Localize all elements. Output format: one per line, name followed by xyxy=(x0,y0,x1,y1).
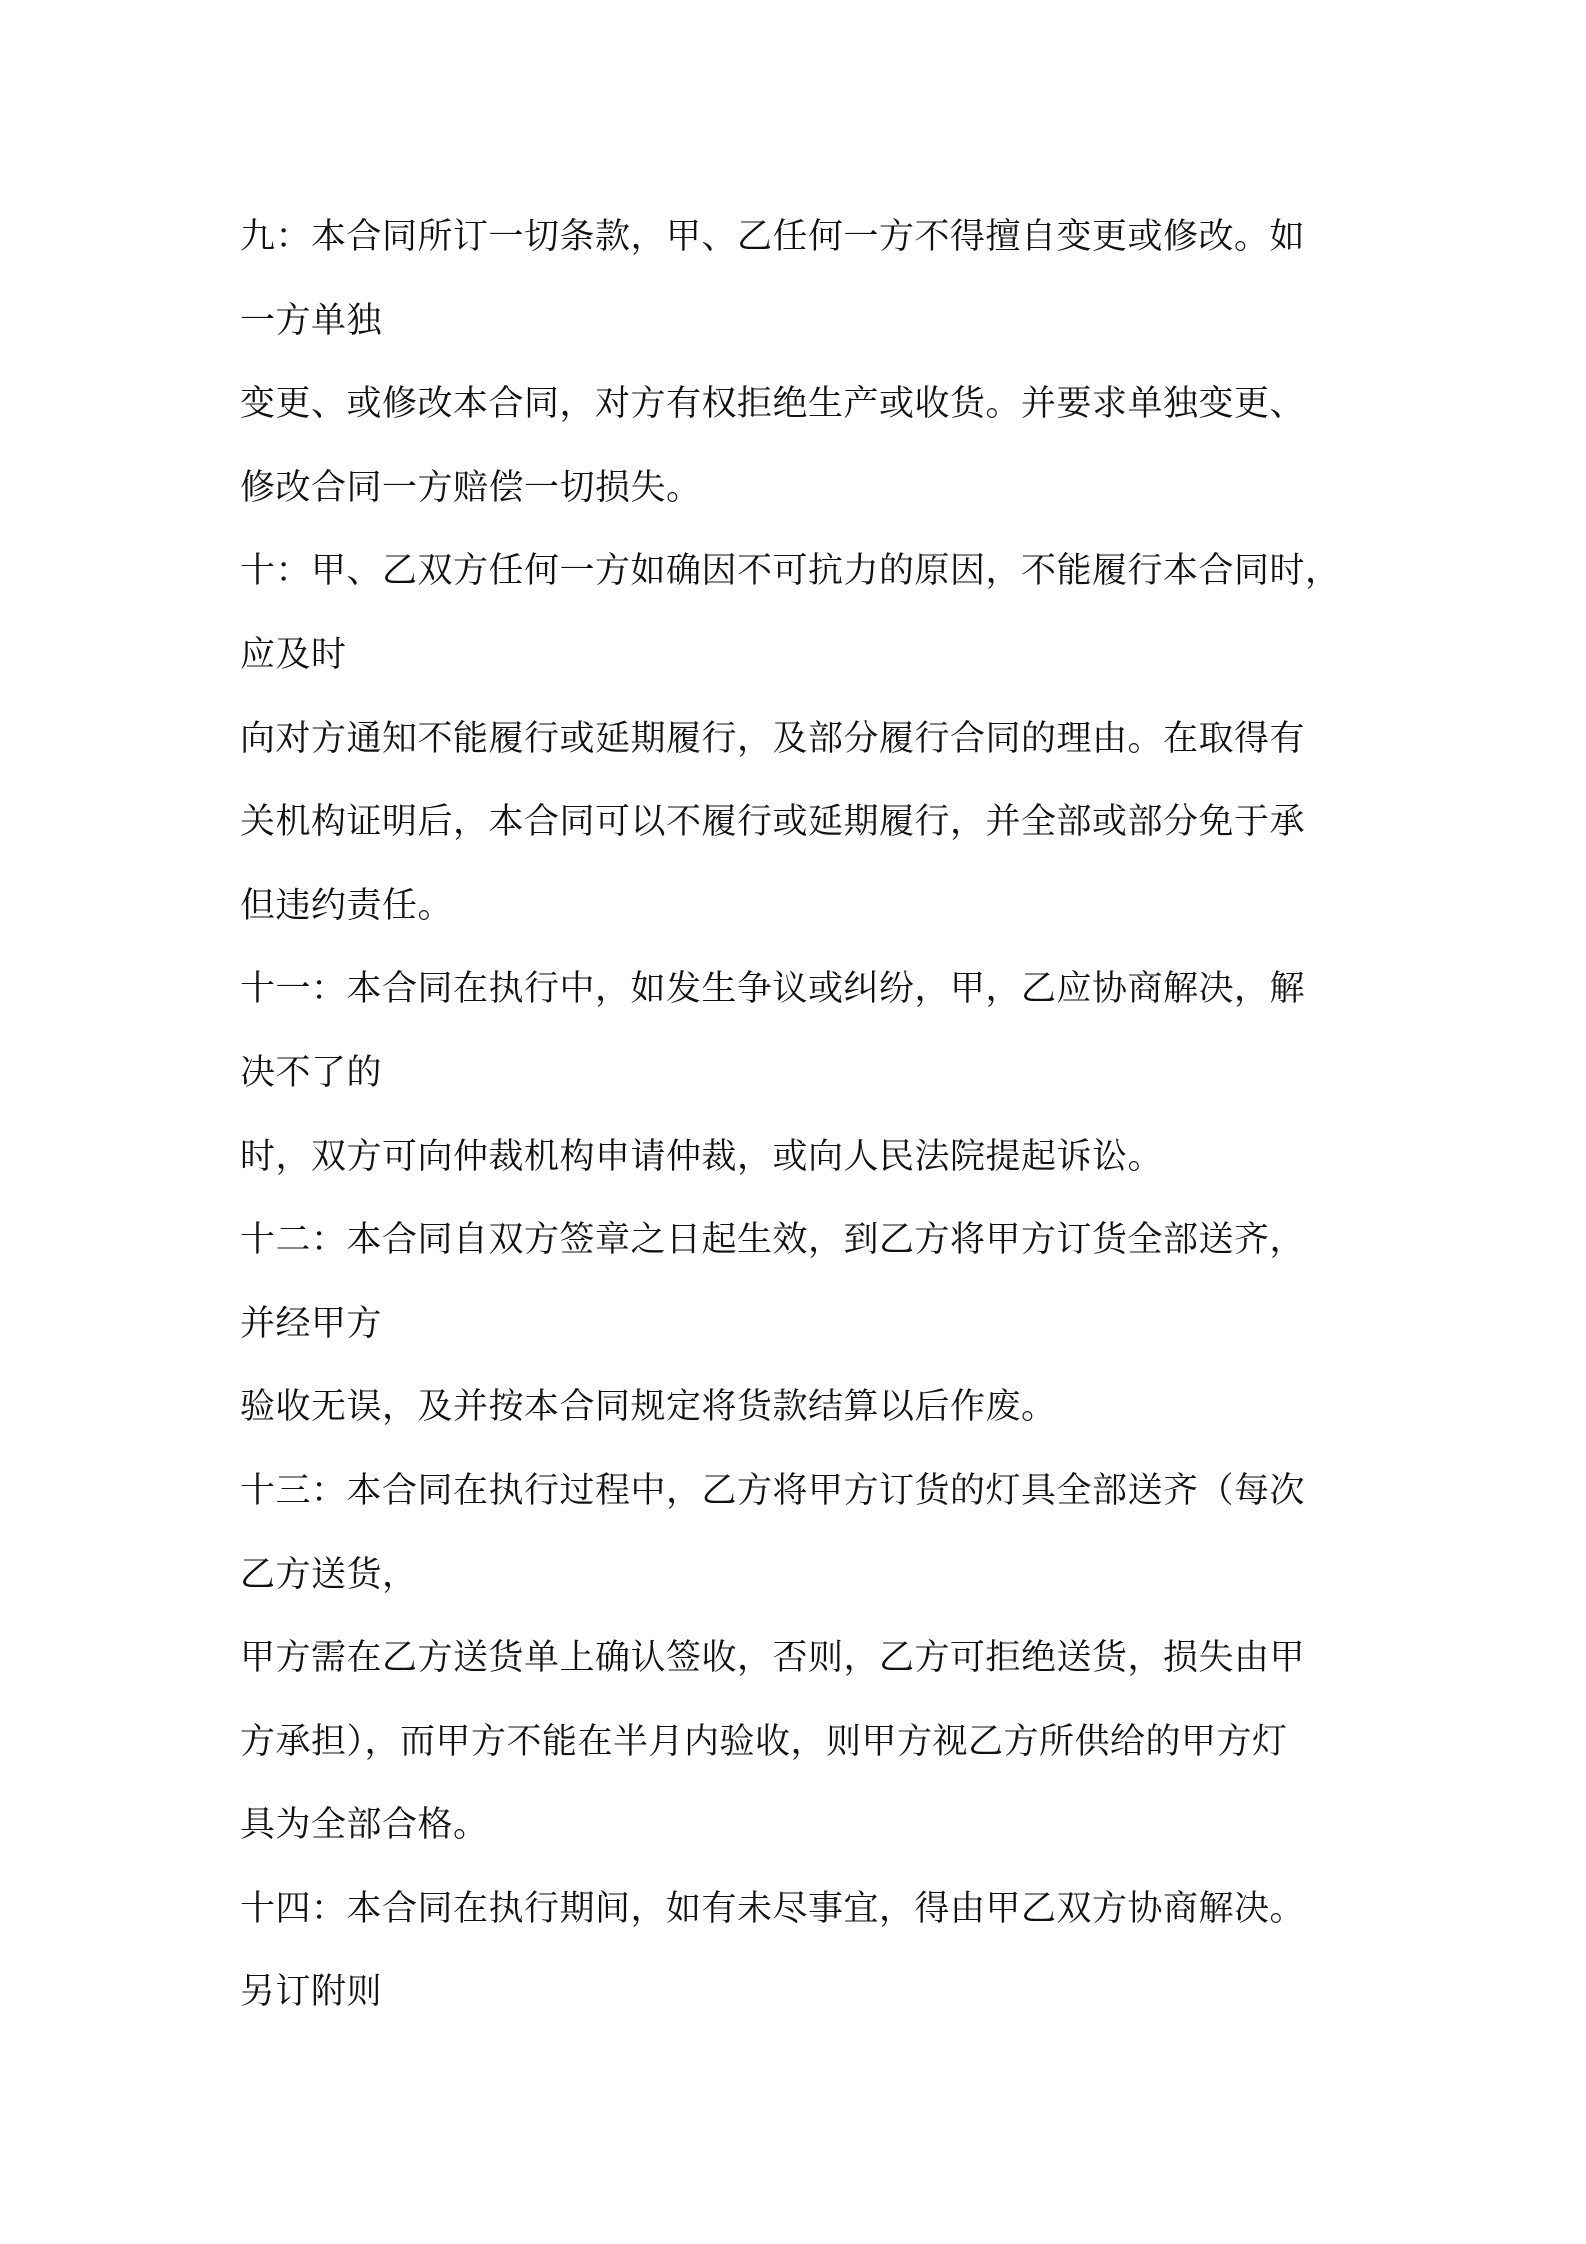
clause-13-line-5: 具为全部合格。 xyxy=(240,1805,489,1846)
clause-9-line-1: 九：本合同所订一切条款，甲、乙任何一方不得擅自变更或修改。如 xyxy=(240,217,1306,257)
clause-9-line-3: 变更、或修改本合同，对方有权拒绝生产或收货。并要求单独变更、 xyxy=(240,384,1306,425)
clause-10-line-2: 应及时 xyxy=(240,634,347,675)
clause-9-line-2: 一方单独 xyxy=(240,300,383,341)
clause-12-line-2: 并经甲方 xyxy=(240,1303,383,1344)
clause-10-line-5: 但违约责任。 xyxy=(240,885,454,926)
clause-14-line-1: 十四：本合同在执行期间，如有未尽事宜，得由甲乙双方协商解决。 xyxy=(240,1888,1306,1929)
clause-13-line-3: 甲方需在乙方送货单上确认签收，否则，乙方可拒绝送货，损失由甲 xyxy=(240,1638,1306,1679)
clause-10-line-3: 向对方通知不能履行或延期履行，及部分履行合同的理由。在取得有 xyxy=(240,718,1306,759)
clause-13-line-2: 乙方送货， xyxy=(240,1554,418,1595)
contract-text xyxy=(240,196,1360,2035)
clause-12-line-3: 验收无误，及并按本合同规定将货款结算以后作废。 xyxy=(240,1387,1057,1428)
clause-14-line-2: 另订附则 xyxy=(240,1972,383,2013)
clause-13-line-1: 十三：本合同在执行过程中，乙方将甲方订货的灯具全部送齐（每次 xyxy=(240,1470,1306,1511)
clause-10-line-1: 十：甲、乙双方任何一方如确因不可抗力的原因，不能履行本合同时， xyxy=(240,551,1341,592)
clause-11-line-2: 决不了的 xyxy=(240,1052,383,1093)
clause-11-line-1: 十一：本合同在执行中，如发生争议或纠纷，甲，乙应协商解决，解 xyxy=(240,969,1306,1010)
clause-10-line-4: 关机构证明后，本合同可以不履行或延期履行，并全部或部分免于承 xyxy=(240,802,1306,843)
clause-13-line-4: 方承担），而甲方不能在半月内验收，则甲方视乙方所供给的甲方灯 xyxy=(240,1721,1288,1762)
clause-12-line-1: 十二：本合同自双方签章之日起生效，到乙方将甲方订货全部送齐， xyxy=(240,1220,1306,1261)
clause-9-line-4: 修改合同一方赔偿一切损失。 xyxy=(240,467,702,508)
clause-11-line-3: 时，双方可向仲裁机构申请仲裁，或向人民法院提起诉讼。 xyxy=(240,1136,1164,1177)
